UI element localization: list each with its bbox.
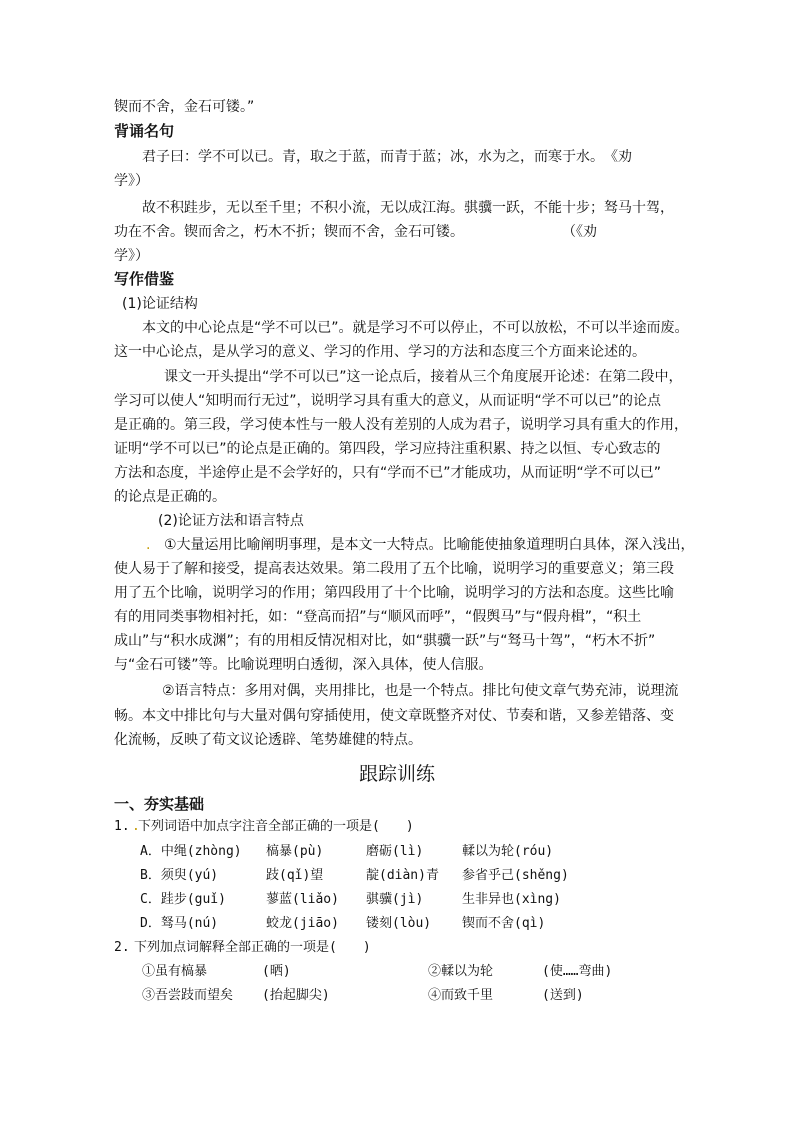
option-cell: ①虽有槁暴 (142, 964, 208, 979)
body-line: 与“金石可镂”等。比喻说理明白透彻，深入具体，使人信服。 (114, 657, 493, 673)
option-cell: 锲而不舍(qì) (462, 916, 546, 931)
option-cell: 蓼蓝(liǎo) (266, 892, 339, 907)
bullet-dot: . (146, 537, 151, 553)
heading-section-1: 一、夯实基础 (114, 795, 205, 813)
subheading: (2)论证方法和语言特点 (158, 513, 304, 529)
body-line: 本文的中心论点是“学不可以已”。就是学习不可以停止，不可以放松，不可以半途而废。 (142, 320, 689, 336)
body-line: 成山”与“积水成渊”；有的用相反情况相对比，如“骐骥一跃”与“驽马十驾”，“朽木不折” (114, 633, 656, 649)
body-line: 课文一开头提出“学不可以已”这一论点后，接着从三个角度展开论述：在第二段中， (164, 369, 683, 385)
option-cell: 槁暴(pù) (266, 844, 324, 859)
option-cell: 参省乎己(shěng) (462, 868, 569, 883)
option-a: A．中绳(zhòng) (140, 844, 242, 859)
body-line: 的论点是正确的。 (114, 489, 226, 505)
body-line: 君子曰：学不可以已。青，取之于蓝，而青于蓝；冰，水为之，而寒于水。 《劝 (142, 149, 632, 165)
section-title: 跟踪训练 (358, 763, 435, 785)
question-number: 2. (114, 940, 130, 955)
body-line: 有的用同类事物相衬托，如：“登高而招”与“顺风而呼”，“假舆马”与“假舟楫”，“积土 (114, 609, 642, 625)
option-cell: 輮以为轮(róu) (462, 844, 554, 859)
body-line: 证明“学不可以已”的论点是正确的。第四段，学习应持注重积累、持之以恒、专心致志的 (114, 441, 661, 457)
heading-writing: 写作借鉴 (114, 270, 175, 288)
body-line: ①大量运用比喻阐明事理，是本文一大特点。比喻能使抽象道理明白具体，深入浅出， (164, 537, 695, 553)
body-line: 畅。本文中排比句与大量对偶句穿插使用，使文章既整齐对仗、节奏和谐，又参差错落、变 (114, 708, 674, 724)
body-line: 方法和态度，半途停止是不会学好的，只有“学而不已”才能成功，从而证明“学不可以已” (114, 465, 662, 481)
body-line: 故不积跬步，无以至千里；不积小流，无以成江海。骐骥一跃，不能十步；驽马十驾， (142, 200, 674, 216)
body-line: 这一中心论点，是从学习的意义、学习的作用、学习的方法和态度三个方面来论述的。 (114, 344, 646, 360)
option-cell: ④而致千里 (428, 988, 494, 1003)
bullet-dot: . (132, 819, 140, 834)
option-cell: 生非异也(xìng) (462, 892, 561, 907)
body-line: 化流畅，反映了荀文议论透辟、笔势雄健的特点。 (114, 732, 422, 748)
option-cell: 跂(qǐ)望 (266, 868, 324, 883)
option-c: C．跬步(guǐ) (140, 892, 226, 907)
option-cell: ③吾尝跂而望矣 (142, 988, 234, 1003)
body-line: 用了五个比喻，说明学习的作用；第四段用了十个比喻，说明学习的方法和态度。这些比喻 (114, 585, 674, 601)
body-line: 学》） (114, 248, 149, 264)
question-stem: 下列加点词解释全部正确的一项是( ) (134, 940, 371, 955)
body-line: 使人易于了解和接受，提高表达效果。第二段用了五个比喻，说明学习的重要意义；第三段 (114, 561, 674, 577)
option-cell: 靛(diàn)青 (366, 868, 439, 883)
option-b: B．须臾(yú) (140, 868, 219, 883)
option-cell: (抬起脚尖) (262, 988, 330, 1003)
body-line: 锲而不舍，金石可镂。” (114, 99, 255, 115)
body-line: ②语言特点：多用对偶，夹用排比，也是一个特点。排比句使文章气势充沛，说理流 (162, 683, 679, 699)
heading-recite: 背诵名句 (114, 122, 175, 140)
body-line: 功在不舍。锲而舍之，朽木不折；锲而不舍，金石可镂。 （《劝 (114, 224, 597, 240)
option-cell: 磨砺(lì) (366, 844, 424, 859)
option-cell: (使……弯曲) (542, 964, 613, 979)
body-line: 学》） (114, 173, 149, 189)
subheading: (1)论证结构 (122, 296, 198, 312)
option-cell: 蛟龙(jiāo) (266, 916, 339, 931)
option-cell: (送到) (542, 988, 584, 1003)
option-cell: ②輮以为轮 (428, 964, 494, 979)
option-cell: 镂刻(lòu) (366, 916, 432, 931)
question-number: 1. (114, 819, 130, 834)
body-line: 是正确的。第三段，学习使本性与一般人没有差别的人成为君子，说明学习具有重大的作用， (114, 417, 688, 433)
option-cell: 骐骥(jì) (366, 892, 424, 907)
question-stem: 下列词语中加点字注音全部正确的一项是( ) (138, 819, 414, 834)
body-line: 学习可以使人“知明而行无过”，说明学习具有重大的意义，从而证明“学不可以已”的论点 (114, 393, 662, 409)
option-d: D．驽马(nú) (140, 916, 219, 931)
option-cell: (晒) (262, 964, 291, 979)
